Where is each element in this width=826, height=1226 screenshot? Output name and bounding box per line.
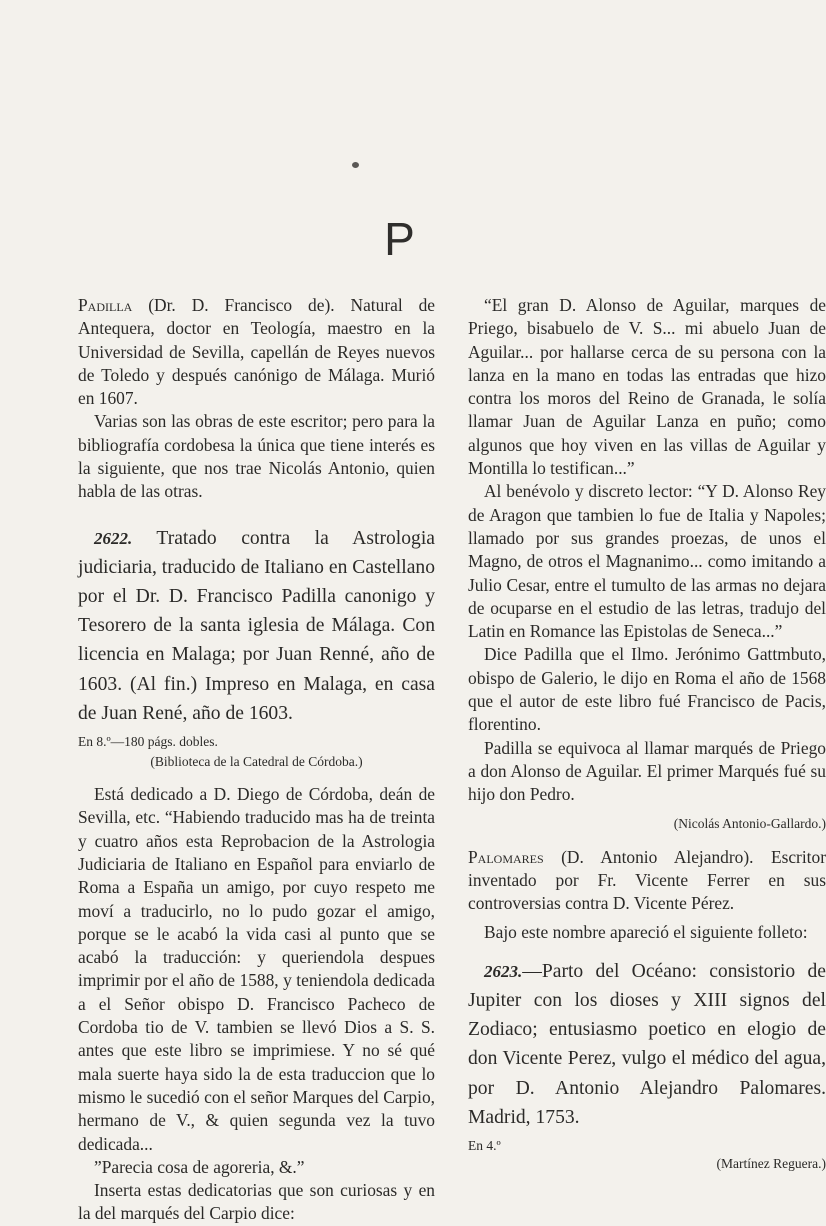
paragraph-quote: “El gran D. Alonso de Aguilar, marques de Priego, bisabuelo de V. S... mi abuelo Juan de Aguilar... por hallarse cerca de su persona con la lanza en la mano en todas las entradas que hizo contra los moros del Reino de Granada, le solía llamar Juan de Aguilar Lanza en puño; como algunos que hoy viven en las villas de Aguilar y Montilla lo testifican...” <box>468 295 826 479</box>
left-column <box>78 294 435 1226</box>
entry-title: Tratado contra la Astrologia judiciaria, traducido de Italiano en Castellano por el Dr. D. Francisco Padilla canonigo y Tesorero de la santa iglesia de Málaga. Con licencia en Malaga; por Juan Renné, año de 1603. (Al fin.) Impreso en Malaga, en casa de Juan René, año de 1603. <box>78 527 435 724</box>
format-line: En 4.º <box>468 1137 501 1153</box>
entry-palomares <box>468 846 826 916</box>
printed-dot <box>352 162 359 168</box>
source-citation: (Martínez Reguera.) <box>716 1155 826 1171</box>
paragraph-works: Varias son las obras de este escritor; pero para la bibliografía cordobesa la única que tiene interés es la siguiente, que nos trae Nicolás Antonio, quien habla de las otras. <box>78 411 435 502</box>
paragraph-error: Padilla se equivoca al llamar marqués de Priego a don Alonso de Aguilar. El primer Marqués fué su hijo don Pedro. <box>468 737 826 805</box>
entry-number: 2623. <box>484 961 523 981</box>
paragraph-dedication: Está dedicado a D. Diego de Córdoba, deán de Sevilla, etc. “Habiendo traducido mas ha de treinta y cuatro años esta Reprobacion de la Astrologia Judiciaria de Italiano en Español para enviarlo de Roma a España un amigo, por cuyo respeto me moví a traducirlo, no lo pudo gozar el amigo, porque se le acabó la vida casi al punto que se acabó la traducción: y queriendola despues imprimir por el año de 1588, y teniendola dedicada a el Señor obispo D. Francisco Pacheco de Cordoba tio de V. tambien se llevó Dios a S. S. antes que este libro se imprimiese. Y no sé qué mala suerte haya sido la de esta traduccion que lo mismo le sucedió con el señor Marques del Carpio, hermano de V., & quien segunda vez la tuvo dedicada... <box>78 784 435 1154</box>
entry-name: Padilla <box>78 295 133 315</box>
paragraph-reader: Al benévolo y discreto lector: “Y D. Alonso Rey de Aragon que tambien lo fue de Italia y Napoles; llamado por sus grandes proezas, de unos el Magno, de otros el Magnanimo... como imitando a Julio Cesar, entre el tumulto de las armas no dejara de ocuparse en el estudio de las letras, tradujo del Latin en Romance las Epistolas de Seneca...” <box>468 481 826 642</box>
section-letter: P <box>384 213 416 265</box>
paragraph-agoreria: ”Parecia cosa de agoreria, &.” <box>94 1156 305 1177</box>
paragraph-padilla: Dice Padilla que el Ilmo. Jerónimo Gattmbuto, obispo de Galerio, le dijo en Roma el año de 1568 que el autor de este libro fué Francisco de Pacis, florentino. <box>468 644 826 735</box>
entry-name: Palomares <box>468 846 544 867</box>
entry-padilla <box>78 294 435 410</box>
right-column <box>468 294 826 1186</box>
source-citation: (Nicolás Antonio-Gallardo.) <box>673 815 826 831</box>
paragraph-inserta: Inserta estas dedicatorias que son curiosas y en la del marqués del Carpio dice: <box>78 1180 435 1224</box>
entry-title: —Parto del Océano: consistorio de Jupiter con los dioses y XIII signos del Zodiaco; entusiasmo poetico en elogio de don Vicente Perez, vulgo el médico del agua, por D. Antonio Alejandro Palomares. Madrid, 1753. <box>468 960 826 1128</box>
entry-number: 2622. <box>94 528 133 548</box>
entry-2622 <box>78 524 435 728</box>
entry-biography: (D. Antonio Alejandro). Escritor inventado por Fr. Vicente Ferrer en sus controversias contra D. Vicente Pérez. <box>468 846 826 914</box>
entry-biography: (Dr. D. Francisco de). Natural de Antequera, doctor en Teología, maestro en la Universidad de Sevilla, capellán de Reyes nuevos de Toledo y después canónigo de Málaga. Murió en 1607. <box>78 295 435 409</box>
library-source: (Biblioteca de la Catedral de Córdoba.) <box>150 754 363 770</box>
entry-2623 <box>468 957 826 1132</box>
paragraph-bajo: Bajo este nombre apareció el siguiente folleto: <box>484 922 808 943</box>
format-line: En 8.º—180 págs. dobles. <box>78 734 218 750</box>
